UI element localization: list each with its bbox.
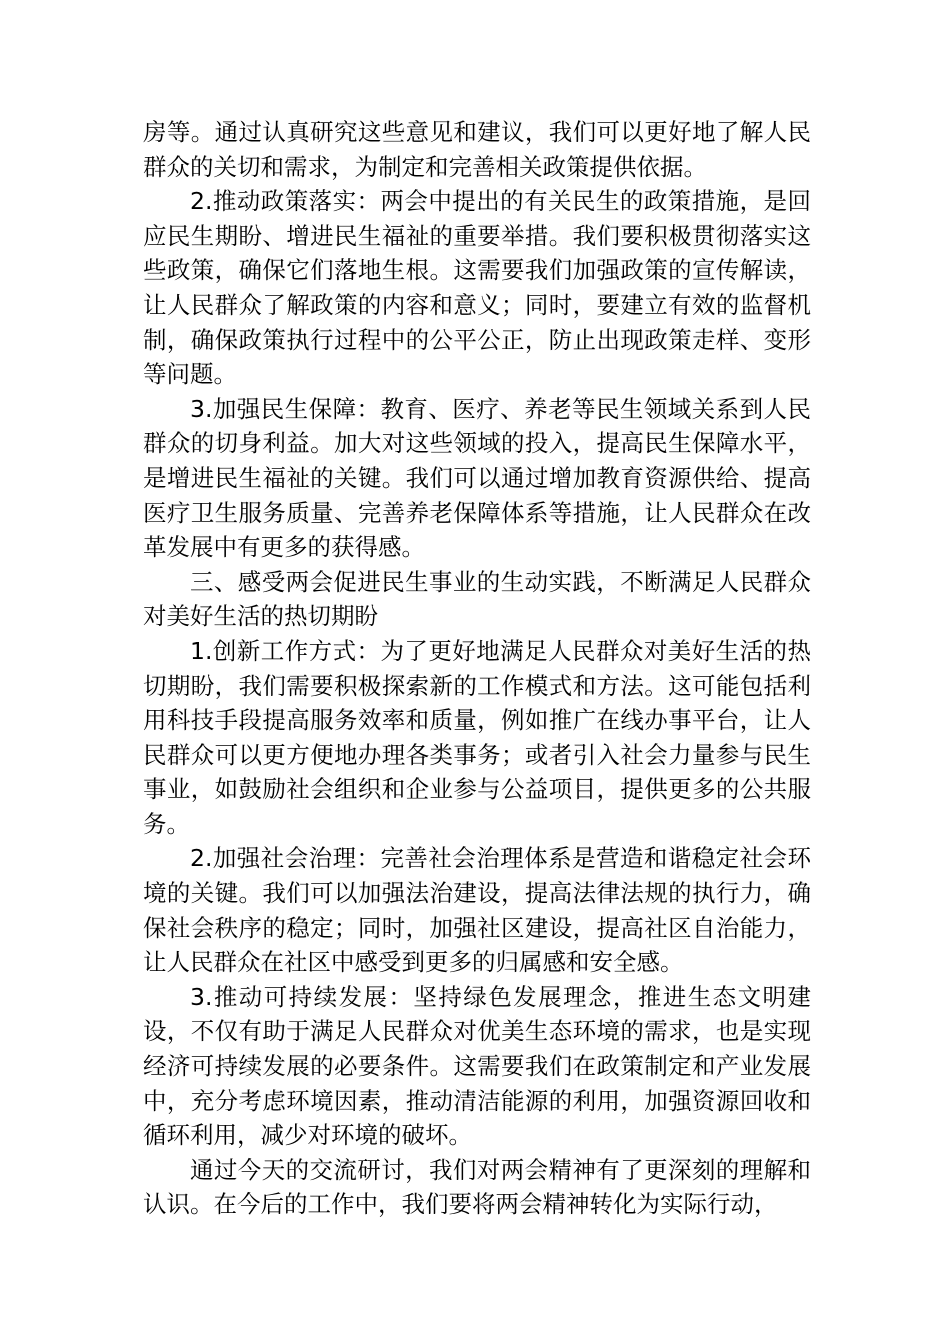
document-body (143, 115, 811, 1222)
section-heading-three: 三、感受两会促进民生事业的生动实践，不断满足人民群众对美好生活的热切期盼 (143, 567, 811, 631)
paragraph-social-governance: 2.加强社会治理：完善社会治理体系是营造和谐稳定社会环境的关键。我们可以加强法治建设，提高法律法规的执行力，确保社会秩序的稳定；同时，加强社区建设，提高社区自治能力，让人民群众在社区中感受到更多的归属感和安全感。 (143, 844, 811, 977)
paragraph-conclusion: 通过今天的交流研讨，我们对两会精神有了更深刻的理解和认识。在今后的工作中，我们要将两会精神转化为实际行动， (143, 1155, 811, 1219)
paragraph-innovate-work-methods: 1.创新工作方式：为了更好地满足人民群众对美好生活的热切期盼，我们需要积极探索新的工作模式和方法。这可能包括利用科技手段提高服务效率和质量，例如推广在线办事平台，让人民群众可以更方便地办理各类事务；或者引入社会力量参与民生事业，如鼓励社会组织和企业参与公益项目，提供更多的公共服务。 (143, 636, 811, 838)
paragraph-policy-implementation: 2.推动政策落实：两会中提出的有关民生的政策措施，是回应民生期盼、增进民生福祉的重要举措。我们要积极贯彻落实这些政策，确保它们落地生根。这需要我们加强政策的宣传解读，让人民群众了解政策的内容和意义；同时，要建立有效的监督机制，确保政策执行过程中的公平公正，防止出现政策走样、变形等问题。 (143, 187, 811, 389)
paragraph-sustainable-development: 3.推动可持续发展：坚持绿色发展理念，推进生态文明建设，不仅有助于满足人民群众对优美生态环境的需求，也是实现经济可持续发展的必要条件。这需要我们在政策制定和产业发展中，充分考虑环境因素，推动清洁能源的利用，加强资源回收和循环利用，减少对环境的破坏。 (143, 982, 811, 1150)
paragraph-livelihood-security: 3.加强民生保障：教育、医疗、养老等民生领域关系到人民群众的切身利益。加大对这些领域的投入，提高民生保障水平，是增进民生福祉的关键。我们可以通过增加教育资源供给、提高医疗卫生服务质量、完善养老保障体系等措施，让人民群众在改革发展中有更多的获得感。 (143, 394, 811, 562)
paragraph-continuation: 房等。通过认真研究这些意见和建议，我们可以更好地了解人民群众的关切和需求，为制定和完善相关政策提供依据。 (143, 118, 811, 181)
